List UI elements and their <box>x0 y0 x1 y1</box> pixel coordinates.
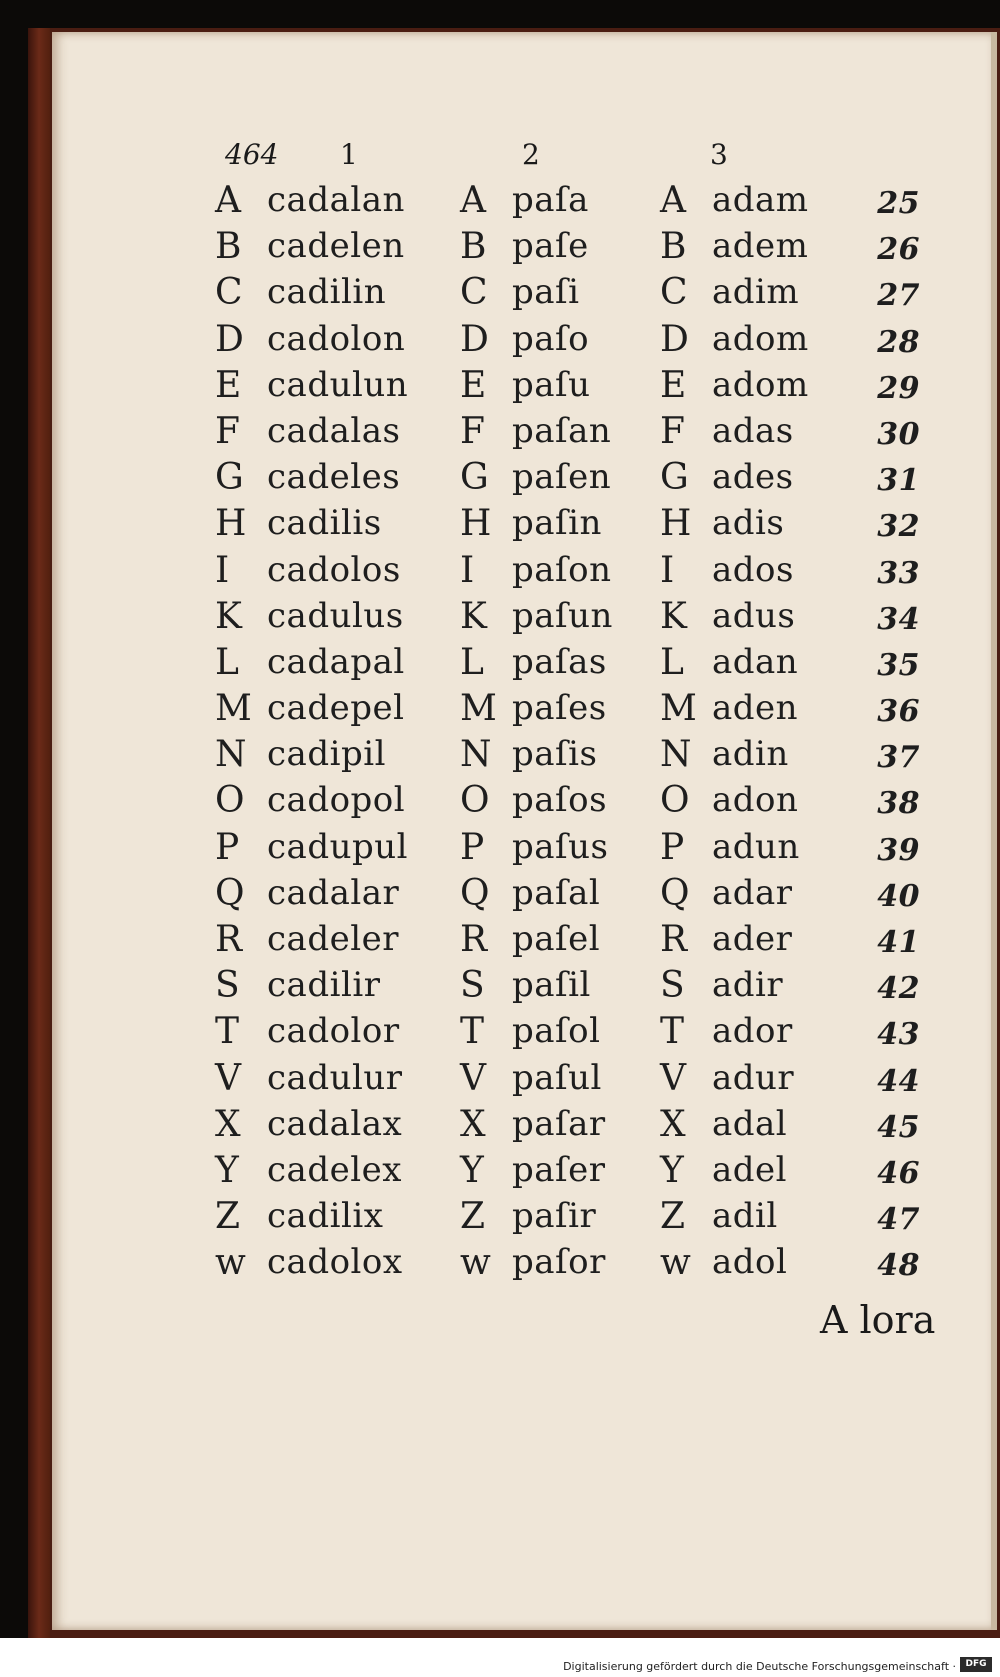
column-header-row <box>225 138 825 178</box>
word-col3: adel <box>712 1149 788 1190</box>
table-row <box>215 1242 975 1288</box>
letter-col2: A <box>460 180 487 221</box>
row-number: 37 <box>877 740 920 776</box>
word-col2: paſan <box>512 410 612 451</box>
word-col3: adol <box>712 1242 788 1283</box>
letter-col3: Q <box>660 872 691 914</box>
word-col3: adas <box>712 410 794 451</box>
table-row <box>215 180 975 226</box>
word-col1: cadepel <box>267 688 405 729</box>
word-col3: adim <box>712 272 800 313</box>
letter-col3: P <box>660 826 685 868</box>
letter-col2: I <box>460 549 475 591</box>
letter-col2: C <box>460 272 489 314</box>
row-number: 27 <box>877 278 920 314</box>
word-col2: paſis <box>512 734 598 775</box>
table-row <box>215 1104 975 1150</box>
word-col3: adem <box>712 226 809 267</box>
footer-credit: Digitalisierung gefördert durch die Deutsche Forschungsgemeinschaft · <box>563 1660 956 1673</box>
word-col2: paſes <box>512 688 607 729</box>
word-col1: cadalan <box>267 180 405 220</box>
letter-col1: E <box>215 364 242 406</box>
letter-col1: Z <box>215 1196 241 1238</box>
letter-col3: H <box>660 503 692 545</box>
word-col2: paſo <box>512 318 590 359</box>
letter-col2: T <box>460 1011 485 1053</box>
word-col3: ader <box>712 919 793 959</box>
row-number: 47 <box>877 1202 920 1238</box>
word-col3: adam <box>712 180 809 220</box>
table-row <box>215 873 975 919</box>
letter-col1: N <box>215 734 247 776</box>
table-row <box>215 457 975 503</box>
letter-col2: H <box>460 503 492 545</box>
word-col2: paſel <box>512 919 601 959</box>
word-col3: adon <box>712 780 799 821</box>
page-edge <box>991 32 997 1630</box>
catchword: A lora <box>820 1298 936 1342</box>
letter-col1: V <box>215 1057 242 1099</box>
letter-col3: V <box>660 1057 687 1099</box>
letter-col3: E <box>660 364 687 406</box>
row-number: 36 <box>877 694 920 730</box>
table-row <box>215 596 975 642</box>
table-row <box>215 226 975 272</box>
letter-col3: B <box>660 226 687 268</box>
column-header-2: 2 <box>522 138 540 171</box>
letter-col3: R <box>660 919 688 960</box>
table-row <box>215 642 975 688</box>
letter-col2: E <box>460 364 487 406</box>
letter-col1: A <box>215 180 242 221</box>
letter-col1: L <box>215 641 240 683</box>
row-number: 41 <box>877 925 920 960</box>
word-col3: adin <box>712 734 789 775</box>
table-row <box>215 1150 975 1196</box>
table-row <box>215 1058 975 1104</box>
word-col1: cadupul <box>267 826 409 867</box>
letter-col3: S <box>660 965 686 1007</box>
letter-col1: P <box>215 826 240 868</box>
row-number: 38 <box>877 786 920 822</box>
letter-col1: T <box>215 1011 240 1053</box>
row-number: 39 <box>877 832 920 868</box>
letter-col2: V <box>460 1057 487 1099</box>
letter-col3: G <box>660 457 690 499</box>
word-col1: cadalar <box>267 872 400 913</box>
word-col3: adil <box>712 1196 778 1237</box>
word-col3: ados <box>712 549 794 590</box>
letter-col2: S <box>460 965 486 1007</box>
word-col1: cadalax <box>267 1103 403 1144</box>
word-col2: paſas <box>512 641 607 682</box>
row-number: 31 <box>877 463 920 499</box>
word-col3: adir <box>712 965 784 1006</box>
letter-col3: X <box>660 1103 687 1145</box>
row-number: 48 <box>877 1248 920 1284</box>
letter-col1: C <box>215 272 244 314</box>
row-number: 43 <box>877 1017 920 1053</box>
table-row <box>215 1196 975 1242</box>
row-number: 46 <box>877 1155 920 1191</box>
word-col1: cadolox <box>267 1242 403 1283</box>
letter-col1: F <box>215 410 241 452</box>
table-row <box>215 272 975 318</box>
word-col1: cadeler <box>267 919 399 959</box>
letter-col1: w <box>215 1242 247 1284</box>
row-number: 33 <box>877 555 920 591</box>
word-col1: cadulun <box>267 364 409 405</box>
word-col3: adan <box>712 641 799 682</box>
table-row <box>215 780 975 826</box>
letter-col1: R <box>215 919 243 960</box>
page-number: 464 <box>225 138 279 171</box>
letter-col3: N <box>660 734 692 776</box>
word-col1: cadelex <box>267 1149 402 1190</box>
letter-col3: K <box>660 595 688 637</box>
letter-col2: G <box>460 457 490 499</box>
row-number: 44 <box>877 1063 920 1099</box>
row-number: 30 <box>877 416 920 452</box>
word-col2: paſol <box>512 1011 601 1052</box>
letter-col1: H <box>215 503 247 545</box>
letter-col2: N <box>460 734 492 776</box>
word-col2: paſu <box>512 364 591 405</box>
letter-col2: O <box>460 780 491 822</box>
letter-col1: M <box>215 688 253 730</box>
letter-col2: X <box>460 1103 487 1145</box>
word-col1: cadelen <box>267 226 405 267</box>
letter-col3: A <box>660 180 687 221</box>
letter-col3: C <box>660 272 689 314</box>
word-col1: cadolos <box>267 549 401 590</box>
word-col2: paſir <box>512 1196 597 1237</box>
column-header-1: 1 <box>340 138 358 171</box>
letter-col3: F <box>660 410 686 452</box>
letter-col3: D <box>660 318 690 360</box>
column-header-3: 3 <box>710 138 728 171</box>
table-row <box>215 411 975 457</box>
word-col1: cadeles <box>267 457 401 498</box>
word-col2: paſi <box>512 272 580 313</box>
table-row <box>215 688 975 734</box>
letter-col1: S <box>215 965 241 1007</box>
table-row <box>215 734 975 780</box>
word-col2: paſus <box>512 826 609 867</box>
letter-col2: B <box>460 226 487 268</box>
letter-col1: K <box>215 595 243 637</box>
row-number: 34 <box>877 601 920 637</box>
table-row <box>215 319 975 365</box>
word-col1: cadalas <box>267 410 401 451</box>
letter-col1: B <box>215 226 242 268</box>
table-row <box>215 365 975 411</box>
letter-col2: P <box>460 826 485 868</box>
table-row <box>215 503 975 549</box>
letter-col3: Y <box>660 1149 685 1191</box>
word-col2: paſe <box>512 226 589 267</box>
word-col3: adom <box>712 364 809 405</box>
word-col2: paſin <box>512 503 602 544</box>
word-col3: adun <box>712 826 800 867</box>
table-row <box>215 1011 975 1057</box>
word-col3: aden <box>712 688 799 729</box>
letter-col3: I <box>660 549 675 591</box>
word-col2: paſul <box>512 1057 602 1098</box>
word-col2: paſen <box>512 457 612 498</box>
word-col1: cadolor <box>267 1011 400 1052</box>
word-col2: paſon <box>512 549 612 590</box>
row-number: 26 <box>877 232 920 268</box>
letter-col2: M <box>460 688 498 730</box>
word-col3: adus <box>712 595 796 636</box>
word-col3: adal <box>712 1103 788 1144</box>
letter-col3: T <box>660 1011 685 1053</box>
word-col1: cadolon <box>267 318 406 359</box>
table-row <box>215 550 975 596</box>
word-col3: ador <box>712 1011 793 1052</box>
word-col3: adis <box>712 503 785 544</box>
letter-col1: X <box>215 1103 242 1145</box>
table-row <box>215 965 975 1011</box>
letter-col1: Y <box>215 1149 240 1191</box>
letter-col3: w <box>660 1242 692 1284</box>
letter-col2: w <box>460 1242 492 1284</box>
letter-col3: M <box>660 688 698 730</box>
letter-col3: L <box>660 641 685 683</box>
word-col1: cadilir <box>267 965 381 1006</box>
letter-col2: Y <box>460 1149 485 1191</box>
word-col1: cadilis <box>267 503 382 544</box>
letter-col2: L <box>460 641 485 683</box>
row-number: 25 <box>877 186 920 221</box>
word-col2: paſar <box>512 1103 606 1144</box>
row-number: 35 <box>877 647 920 683</box>
word-col2: paſal <box>512 872 601 913</box>
word-col1: cadilix <box>267 1196 384 1237</box>
letter-col2: Q <box>460 872 491 914</box>
word-col2: paſil <box>512 965 591 1006</box>
word-col1: cadipil <box>267 734 386 775</box>
word-col1: cadulur <box>267 1057 403 1098</box>
word-col1: cadulus <box>267 595 404 636</box>
letter-col3: Z <box>660 1196 686 1238</box>
letter-col2: K <box>460 595 488 637</box>
row-number: 29 <box>877 370 920 406</box>
letter-col2: R <box>460 919 488 960</box>
row-number: 28 <box>877 324 920 360</box>
word-col2: paſer <box>512 1149 606 1190</box>
letter-col2: F <box>460 410 486 452</box>
dfg-logo: DFG <box>960 1657 992 1672</box>
word-col1: cadilin <box>267 272 387 313</box>
row-number: 45 <box>877 1109 920 1145</box>
word-col1: cadapal <box>267 641 405 682</box>
letter-col3: O <box>660 780 691 822</box>
letter-col1: D <box>215 318 245 360</box>
word-col2: paſor <box>512 1242 606 1283</box>
letter-col2: Z <box>460 1196 486 1238</box>
word-col3: adur <box>712 1057 795 1098</box>
word-col3: adom <box>712 318 809 359</box>
letter-col2: D <box>460 318 490 360</box>
word-col2: paſa <box>512 180 589 220</box>
row-number: 42 <box>877 971 920 1007</box>
row-number: 40 <box>877 878 920 914</box>
letter-col1: G <box>215 457 245 499</box>
word-col3: adar <box>712 872 793 913</box>
word-col3: ades <box>712 457 794 498</box>
table-row <box>215 827 975 873</box>
row-number: 32 <box>877 509 920 545</box>
table-row <box>215 919 975 965</box>
word-col1: cadopol <box>267 780 406 821</box>
letter-col1: O <box>215 780 246 822</box>
letter-col1: I <box>215 549 230 591</box>
book-spine <box>28 28 50 1638</box>
word-col2: paſun <box>512 595 613 636</box>
letter-col1: Q <box>215 872 246 914</box>
word-table <box>215 180 975 1289</box>
word-col2: paſos <box>512 780 608 821</box>
